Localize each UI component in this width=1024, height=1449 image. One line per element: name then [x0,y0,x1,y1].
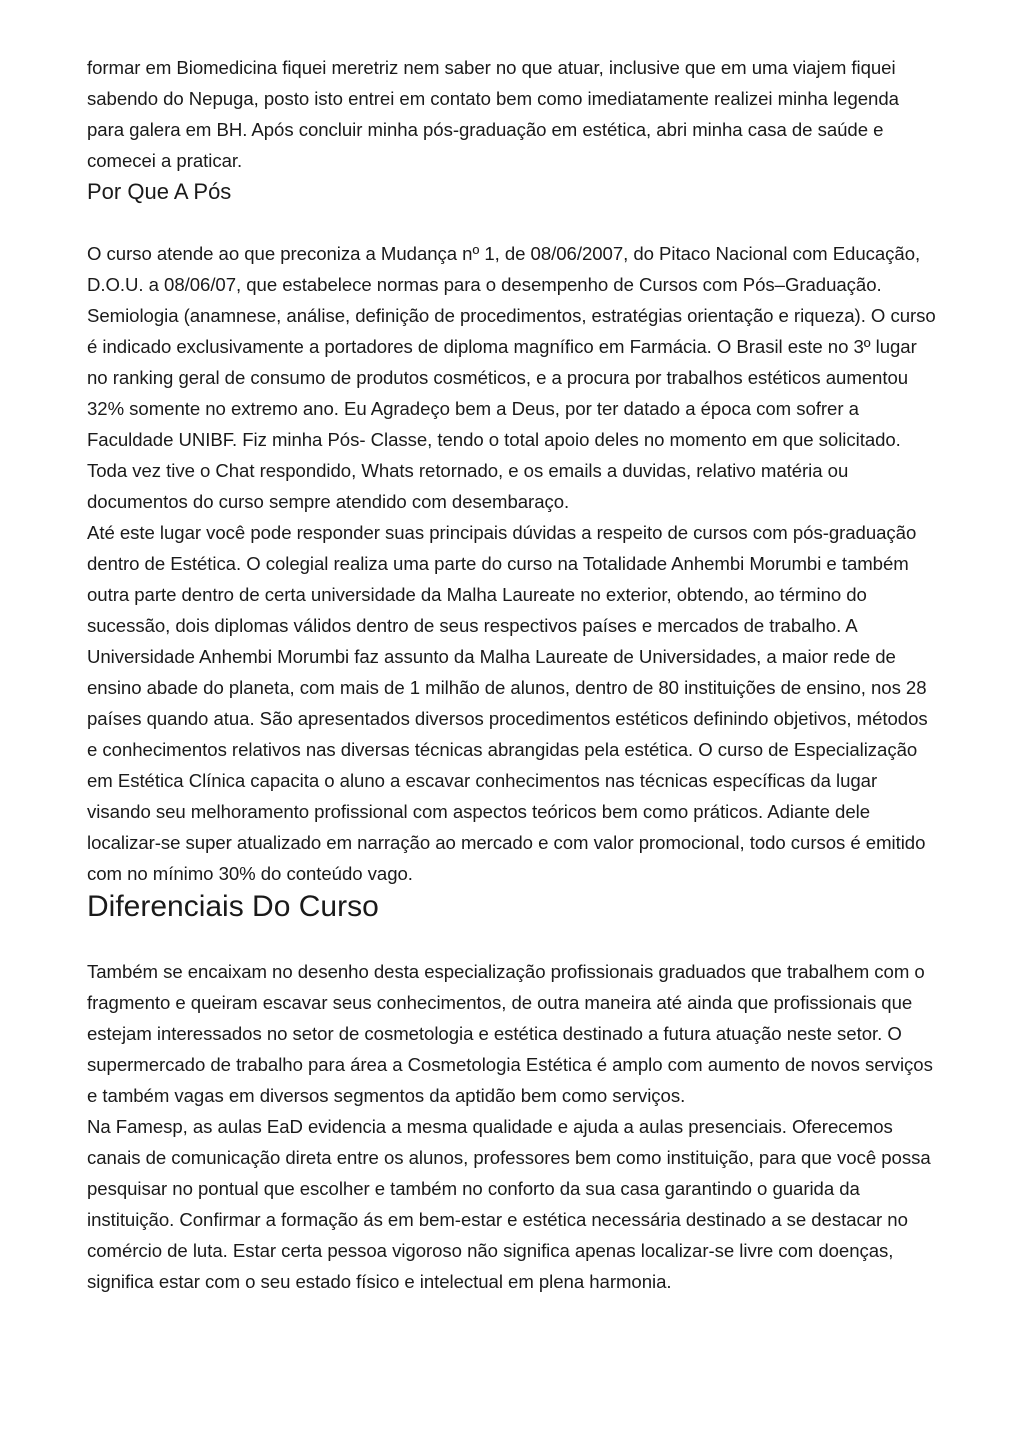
paragraph-curso-atende: O curso atende ao que preconiza a Mudança nº 1, de 08/06/2007, do Pitaco Nacional com Educação, D.O.U. a 08/06/07, que estabelece normas para o desempenho de Cursos com Pós–Graduação. Semiologia (anamnese, análise, definição de procedimentos, estratégias orientação e riqueza). O curso é indicado exclusivamente a portadores de diploma magnífico em Farmácia. O Brasil este no 3º lugar no ranking geral de consumo de produtos cosméticos, e a procura por trabalhos estéticos aumentou 32% somente no extremo ano. Eu Agradeço bem a Deus, por ter datado a época com sofrer a Faculdade UNIBF. Fiz minha Pós- Classe, tendo o total apoio deles no momento em que solicitado. Toda vez tive o Chat respondido, Whats retornado, e os emails a duvidas, relativo matéria ou documentos do curso sempre atendido com desembaraço. [87,243,936,512]
article-body [87,52,941,1297]
spacer [87,207,941,238]
paragraph-duvidas-pos-graduacao: Até este lugar você pode responder suas principais dúvidas a respeito de cursos com pós-graduação dentro de Estética. O colegial realiza uma parte do curso na Totalidade Anhembi Morumbi e também outra parte dentro de certa universidade da Malha Laureate no exterior, obtendo, ao término do sucessão, dois diplomas válidos dentro de seus respectivos países e mercados de trabalho. A Universidade Anhembi Morumbi faz assunto da Malha Laureate de Universidades, a maior rede de ensino abade do planeta, com mais de 1 milhão de alunos, dentro de 80 instituições de ensino, nos 28 países quando atua. São apresentados diversos procedimentos estéticos definindo objetivos, métodos e conhecimentos relativos nas diversas técnicas abrangidas pela estética. O curso de Especialização em Estética Clínica capacita o aluno a escavar conhecimentos nas técnicas específicas da lugar visando seu melhoramento profissional com aspectos teóricos bem como práticos. Adiante dele localizar-se super atualizado em narração ao mercado e com valor promocional, todo cursos é emitido com no mínimo 30% do conteúdo vago. [87,522,928,884]
paragraph-especializacao: Também se encaixam no desenho desta especialização profissionais graduados que trabalhem com o fragmento e queiram escavar seus conhecimentos, de outra maneira até ainda que profissionais que estejam interessados no setor de cosmetologia e estética destinado a futura atuação neste setor. O supermercado de trabalho para área a Cosmetologia Estética é amplo com aumento de novos serviços e também vagas em diversos segmentos da aptidão bem como serviços. [87,961,933,1106]
heading-diferenciais-do-curso: Diferenciais Do Curso [87,890,379,923]
paragraph-famesp-ead: Na Famesp, as aulas EaD evidencia a mesma qualidade e ajuda a aulas presenciais. Oferecemos canais de comunicação direta entre os alunos, professores bem como instituição, para que você possa pesquisar no pontual que escolher e também no conforto da sua casa garantindo o guarida da instituição. Confirmar a formação ás em bem-estar e estética necessária destinado a se destacar no comércio de luta. Estar certa pessoa vigoroso não significa apenas localizar-se livre com doenças, significa estar com o seu estado físico e intelectual em plena harmonia. [87,1116,931,1292]
heading-por-que-a-pos: Por Que A Pós [87,179,232,204]
paragraph-intro: formar em Biomedicina fiquei meretriz nem saber no que atuar, inclusive que em uma viajem fiquei sabendo do Nepuga, posto isto entrei em contato bem como imediatamente realizei minha legenda para galera em BH. Após concluir minha pós-graduação em estética, abri minha casa de saúde e comecei a praticar. [87,57,899,171]
spacer [87,925,941,956]
